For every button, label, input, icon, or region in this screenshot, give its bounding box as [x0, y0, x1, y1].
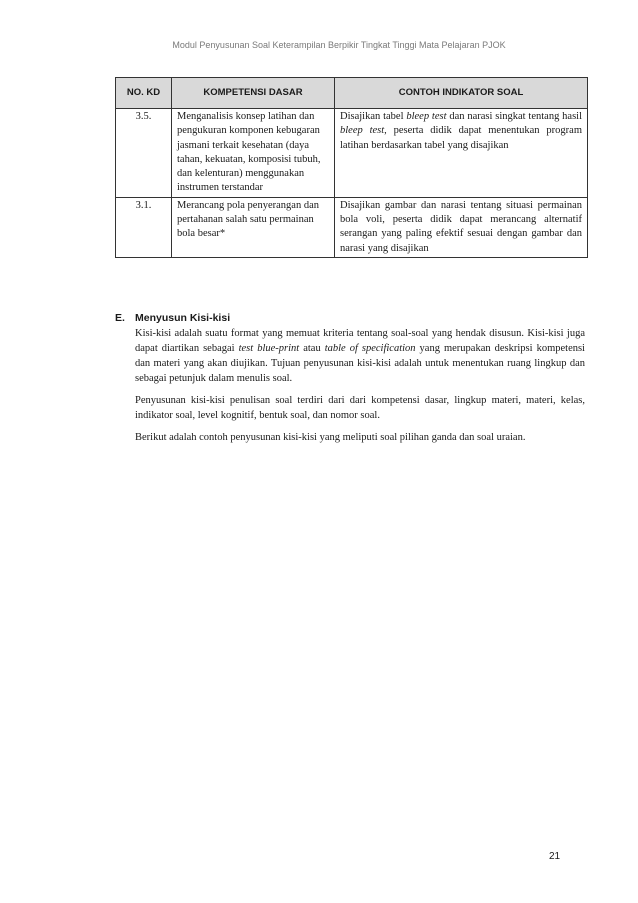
paragraph-text: atau	[299, 343, 325, 354]
cell-no-kd: 3.5.	[116, 109, 172, 198]
paragraph-example-intro: Berikut adalah contoh penyusunan kisi-kisi yang meliputi soal pilihan ganda dan soal uraian.	[135, 432, 526, 443]
cell-indikator	[335, 109, 588, 198]
paragraph-definition	[135, 326, 585, 386]
indikator-text: Disajikan tabel	[340, 111, 407, 122]
section-letter: E.	[115, 312, 125, 324]
cell-indikator: Disajikan gambar dan narasi tentang situasi permainan bola voli, peserta didik dapat merancang alternatif serangan yang paling efektif sesuai dengan gambar dan narasi yang disajikan	[335, 197, 588, 257]
column-header-no-kd: NO. KD	[116, 78, 172, 109]
cell-no-kd: 3.1.	[116, 197, 172, 257]
table-row	[116, 109, 588, 198]
table-header-row	[116, 78, 588, 109]
section-kisi-kisi	[115, 311, 585, 452]
paragraph-text: yang merupakan deskripsi kompetensi dan materi yang akan diujikan. Tujuan penyusunan kisi-kisi adalah untuk menentukan ruang lingkup dan sebagai petunjuk dalam menulis soal.	[135, 343, 585, 384]
cell-kompetensi: Menganalisis konsep latihan dan pengukuran komponen kebugaran jasmani terkait kesehatan (daya tahan, kekuatan, komposisi tubuh, dan kelenturan) menggunakan instrumen terstandar	[172, 109, 335, 198]
section-heading	[115, 311, 585, 326]
indikator-italic: bleep test	[340, 125, 385, 137]
paragraph-italic: test blue-print	[238, 343, 300, 354]
indikator-italic: bleep test	[406, 111, 447, 122]
indikator-text: , peserta didik dapat menentukan program latihan berdasarkan tabel yang disajikan	[340, 125, 582, 151]
cell-kompetensi: Merancang pola penyerangan dan pertahanan salah satu permainan bola besar*	[172, 197, 335, 257]
running-header: Modul Penyusunan Soal Keterampilan Berpikir Tingkat Tinggi Mata Pelajaran PJOK	[172, 40, 506, 50]
indikator-text: dan narasi singkat tentang hasil	[446, 111, 582, 122]
kd-table	[115, 77, 588, 258]
paragraph-components: Penyusunan kisi-kisi penulisan soal terdiri dari dari kompetensi dasar, lingkup materi, materi, kelas, indikator soal, level kognitif, bentuk soal, dan nomor soal.	[135, 395, 585, 421]
page-number: 21	[549, 851, 561, 862]
paragraph-text: Kisi-kisi adalah suatu format yang memuat kriteria tentang soal-soal yang hendak disusun. Kisi-kisi juga dapat diartikan sebagai	[135, 328, 585, 354]
paragraph-italic: table of specification	[324, 343, 416, 354]
section-title: Menyusun Kisi-kisi	[135, 312, 231, 324]
column-header-kompetensi: KOMPETENSI DASAR	[172, 78, 335, 109]
table-row	[116, 197, 588, 257]
column-header-indikator: CONTOH INDIKATOR SOAL	[335, 78, 588, 109]
